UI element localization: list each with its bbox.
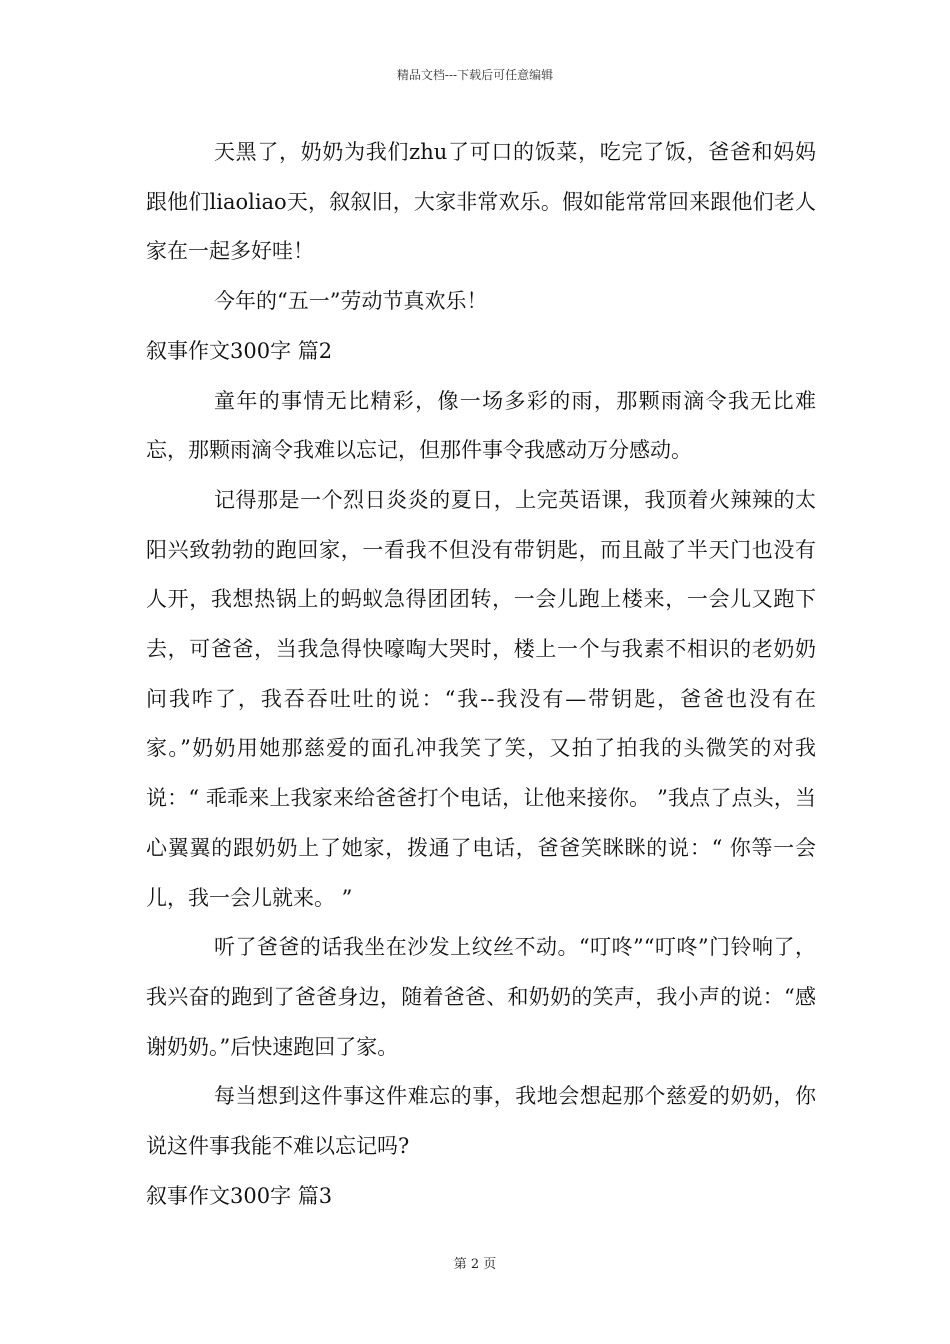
document-body [146,128,816,1221]
page-header: 精品文档---下载后可任意编辑 [396,68,554,82]
paragraph: 今年的“五一”劳动节真欢乐！ [214,289,488,314]
paragraph: 记得那是一个烈日炎炎的夏日，上完英语课，我顶着火辣辣的太阳兴致勃勃的跑回家，一看我不但没有带钥匙，而且敲了半天门也没有人开，我想热锅上的蚂蚁急得团团转，一会儿跑上楼来，一会儿又跑下去，可爸爸，当我急得快嚎啕大哭时，楼上一个与我素不相识的老奶奶问我咋了，我吞吞吐吐的说：“我--我没有—带钥匙，爸爸也没有在家。”奶奶用她那慈爱的面孔冲我笑了笑，又拍了拍我的头微笑的对我说：“ 乖乖来上我家来给爸爸打个电话，让他来接你。 ”我点了点头，当心翼翼的跟奶奶上了她家，拨通了电话，爸爸笑眯眯的说：“ 你等一会儿，我一会儿就来。 ” [146,487,816,910]
section-title: 叙事作文300字 篇2 [146,338,333,363]
paragraph: 听了爸爸的话我坐在沙发上纹丝不动。“叮咚”“叮咚”门铃响了，我兴奋的跑到了爸爸身边，随着爸爸、和奶奶的笑声，我小声的说：“感谢奶奶。”后快速跑回了家。 [146,935,816,1059]
paragraph: 每当想到这件事这件难忘的事，我地会想起那个慈爱的奶奶，你说这件事我能不难以忘记吗? [146,1084,816,1159]
paragraph: 童年的事情无比精彩，像一场多彩的雨，那颗雨滴令我无比难忘，那颗雨滴令我难以忘记，但那件事令我感动万分感动。 [146,388,816,463]
section-title: 叙事作文300字 篇3 [146,1183,333,1208]
page-number: 第 2 页 [453,1257,497,1272]
paragraph: 天黑了，奶奶为我们zhu了可口的饭菜，吃完了饭，爸爸和妈妈跟他们liaoliao天，叙叙旧，大家非常欢乐。假如能常常回来跟他们老人家在一起多好哇！ [146,140,816,264]
